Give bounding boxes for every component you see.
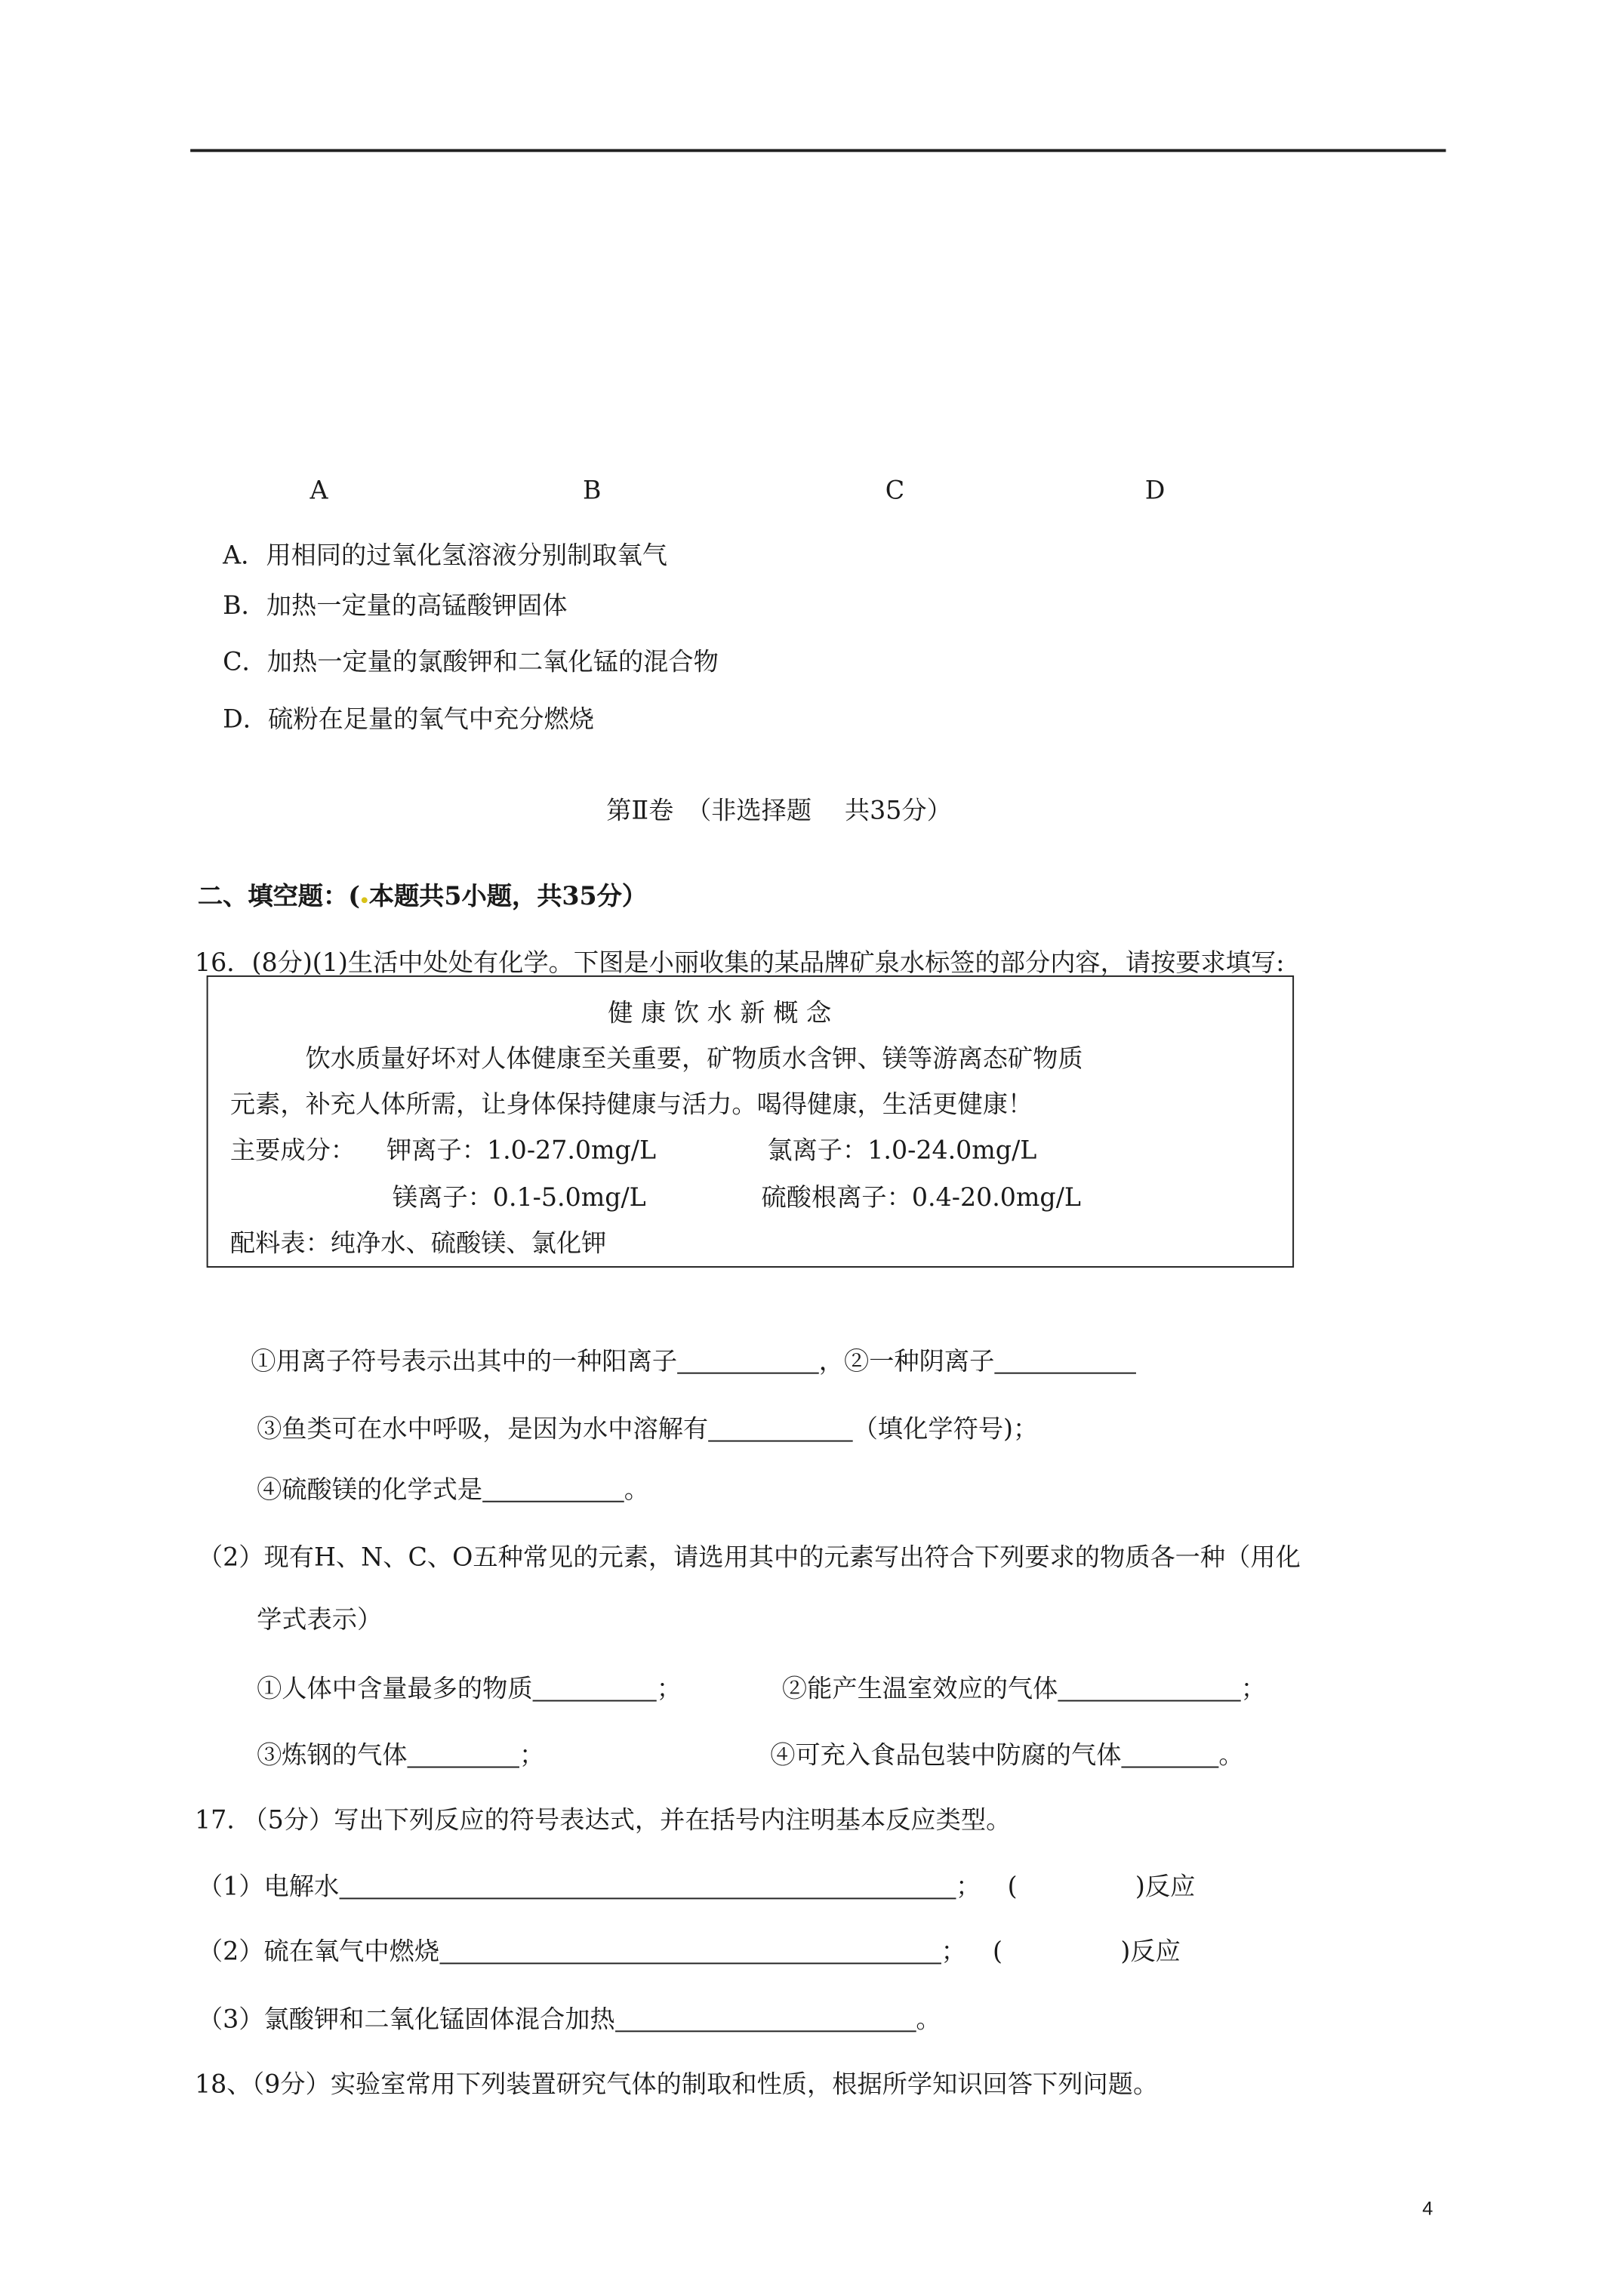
label-title: 健 康 饮 水 新 概 念 — [608, 999, 832, 1029]
q16-s1-text-a: ①用离子符号表示出其中的一种阳离子 — [251, 1347, 678, 1377]
option-c: C．加热一定量的氯酸钾和二氧化锰的混合物 — [223, 648, 719, 678]
q16-intro: 16．(8分)(1)生活中处处有化学。下图是小丽收集的某品牌矿泉水标签的部分内容，请按要求填写: — [194, 948, 1285, 978]
q16-p2-i1-text: ①人体中含量最多的物质 — [257, 1675, 533, 1705]
answer-blank-greenhouse-gas[interactable] — [1058, 1676, 1240, 1701]
label-sulfate: 硫酸根离子：0.4-20.0mg/L — [761, 1183, 1081, 1213]
q17-r2-type: )反应 — [1120, 1937, 1181, 1968]
q16-p2-i3-semi: ； — [519, 1741, 545, 1771]
q16-sub-3 — [257, 1416, 1038, 1443]
q16-p2-i1-semi: ； — [656, 1675, 682, 1705]
q16-part-2-line-1: （2）现有H、N、C、O五种常见的元素，请选用其中的元素写出符合下列要求的物质各一种（用化 — [197, 1543, 1301, 1573]
q16-sub-1 — [251, 1348, 1136, 1375]
q17-reaction-3 — [197, 2005, 941, 2036]
answer-blank-dissolved[interactable] — [708, 1416, 853, 1441]
q16-p2-item-3 — [257, 1743, 544, 1769]
option-a: A．用相同的过氧化氢溶液分别制取氧气 — [223, 541, 667, 572]
answer-blank-anion[interactable] — [994, 1348, 1136, 1373]
q16-p2-i4-text: ④可充入食品包装中防腐的气体 — [770, 1741, 1122, 1771]
q17-reaction-2 — [197, 1937, 1181, 1968]
answer-blank-body-substance[interactable] — [533, 1676, 657, 1701]
q16-s4-text-b: 。 — [624, 1475, 649, 1505]
answer-blank-food-gas[interactable] — [1121, 1743, 1218, 1767]
section-title: 第Ⅱ卷 （非选择题 共35分） — [606, 797, 952, 827]
label-line-2: 元素，补充人体所需，让身体保持健康与活力。喝得健康，生活更健康！ — [229, 1090, 1033, 1120]
q17-r2-semi: ； — [941, 1937, 966, 1968]
q16-p2-item-1 — [257, 1676, 682, 1703]
figure-label-a: A — [310, 476, 328, 507]
header-rule — [190, 149, 1446, 152]
q16-p2-i4-period: 。 — [1218, 1741, 1244, 1771]
part-heading — [197, 882, 648, 912]
q17-r2-paren: ( — [993, 1937, 1003, 1968]
q16-p2-i2-semi: ； — [1240, 1675, 1266, 1705]
q16-s1-text-b: ，②一种阴离子 — [818, 1347, 995, 1377]
label-main-ingredients: 主要成分： — [229, 1136, 356, 1166]
q16-sub-4 — [257, 1477, 649, 1503]
part-heading-prefix: 二、填空题：( — [197, 882, 360, 912]
q17-r3-period: 。 — [916, 2005, 941, 2036]
q17-reaction-1 — [197, 1872, 1196, 1903]
label-line-1: 饮水质量好坏对人体健康至关重要，矿物质水含钾、镁等游离态矿物质 — [305, 1044, 1083, 1074]
figure-label-d: D — [1144, 476, 1166, 507]
part-heading-text: 本题共5小题，共35分） — [368, 882, 648, 912]
label-ingredients-list: 配料表：纯净水、硫酸镁、氯化钾 — [229, 1229, 607, 1259]
q16-s3-text-b: （填化学符号)； — [852, 1415, 1039, 1445]
answer-blank-steel-gas[interactable] — [407, 1743, 519, 1767]
q17-r2-text: （2）硫在氧气中燃烧 — [197, 1937, 440, 1968]
figure-label-c: C — [885, 476, 905, 507]
q16-p2-i2-text: ②能产生温室效应的气体 — [781, 1675, 1058, 1705]
yellow-dot-mark — [362, 897, 368, 903]
label-magnesium: 镁离子：0.1-5.0mg/L — [392, 1183, 646, 1213]
figure-label-b: B — [583, 476, 602, 507]
q17-intro: 17. （5分）写出下列反应的符号表达式，并在括号内注明基本反应类型。 — [194, 1806, 1012, 1836]
answer-blank-cation[interactable] — [677, 1348, 819, 1373]
q16-s4-text-a: ④硫酸镁的化学式是 — [257, 1475, 483, 1505]
q17-r1-text: （1）电解水 — [197, 1872, 340, 1903]
q16-s3-text-a: ③鱼类可在水中呼吸，是因为水中溶解有 — [257, 1415, 709, 1445]
option-d: D．硫粉在足量的氧气中充分燃烧 — [223, 705, 594, 735]
answer-blank-kclo3[interactable] — [615, 2007, 916, 2032]
label-chloride: 氯离子：1.0-24.0mg/L — [767, 1136, 1037, 1166]
label-potassium: 钾离子：1.0-27.0mg/L — [387, 1136, 657, 1166]
q18-intro: 18、（9分）实验室常用下列装置研究气体的制取和性质，根据所学知识回答下列问题。 — [194, 2070, 1159, 2100]
q17-r1-semi: ； — [956, 1872, 981, 1903]
q16-part-2-line-2: 学式表示） — [257, 1605, 383, 1635]
page-number: 4 — [1422, 2197, 1434, 2220]
answer-blank-sulfur-burn[interactable] — [439, 1939, 941, 1964]
q16-p2-i3-text: ③炼钢的气体 — [257, 1741, 408, 1771]
answer-blank-mgso4[interactable] — [482, 1477, 624, 1502]
q17-r1-paren: ( — [1007, 1872, 1018, 1903]
answer-blank-electrolysis[interactable] — [339, 1874, 956, 1899]
q16-p2-item-4 — [770, 1743, 1243, 1769]
option-b: B．加热一定量的高锰酸钾固体 — [223, 591, 568, 621]
q17-r1-type: )反应 — [1135, 1872, 1196, 1903]
q16-p2-item-2 — [782, 1676, 1266, 1703]
q17-r3-text: （3）氯酸钾和二氧化锰固体混合加热 — [197, 2005, 615, 2036]
